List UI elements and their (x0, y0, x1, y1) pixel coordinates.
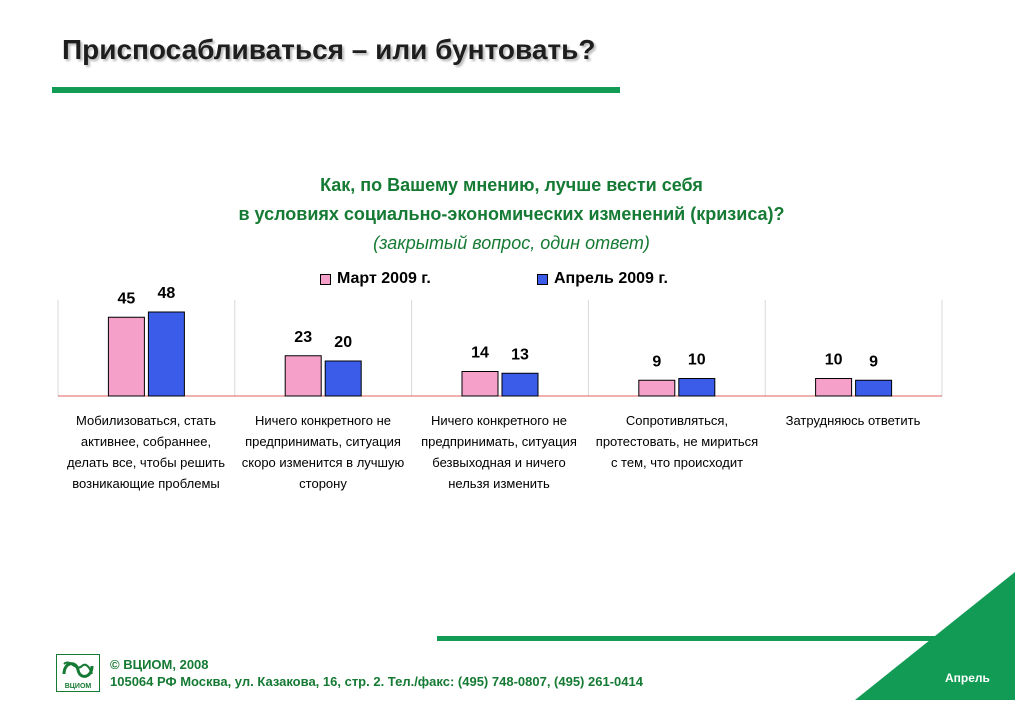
footer-copyright: © ВЦИОМ, 2008 (110, 657, 209, 672)
corner-label: Апрель (945, 671, 990, 685)
data-label: 45 (117, 290, 136, 308)
data-label: 13 (511, 346, 529, 364)
chart-title-line-2: в условиях социально-экономических изменений (кризиса)? (238, 204, 785, 224)
category-label: Ничего конкретного не предпринимать, ситуация скоро изменится в лучшую сторону (241, 413, 405, 491)
data-label: 20 (334, 334, 353, 351)
data-label: 14 (471, 344, 489, 362)
chart-subtitle: (закрытый вопрос, один ответ) (373, 233, 650, 253)
data-label: 48 (157, 285, 176, 302)
data-label: 23 (294, 328, 313, 346)
legend-label-april: Апрель 2009 г. (554, 270, 668, 287)
data-label: 10 (687, 351, 706, 369)
chart-title-line-1: Как, по Вашему мнению, лучше вести себя (320, 175, 703, 195)
data-label: 9 (652, 353, 662, 371)
slide-title: Приспосабливаться – или бунтовать? (62, 34, 596, 65)
corner-triangle (855, 572, 1015, 700)
logo-text: ВЦИОМ (64, 683, 92, 690)
category-label: Ничего конкретного не предпринимать, ситуация безвыходная и ничего нельзя изменить (421, 413, 577, 491)
legend-label-march: Март 2009 г. (337, 270, 431, 287)
data-label: 10 (824, 351, 843, 369)
category-label: Затрудняюсь ответить (785, 413, 921, 428)
category-label: Мобилизоваться, стать активнее, собраннее, делать все, чтобы решить возникающие проблемы (66, 413, 226, 491)
data-label: 9 (869, 353, 879, 371)
category-label: Сопротивляться, протестовать, не мириться с тем, что происходит (595, 413, 759, 470)
footer-address: 105064 РФ Москва, ул. Казакова, 16, стр. 2. Тел./факс: (495) 748-0807, (495) 261-0414 (110, 674, 643, 689)
